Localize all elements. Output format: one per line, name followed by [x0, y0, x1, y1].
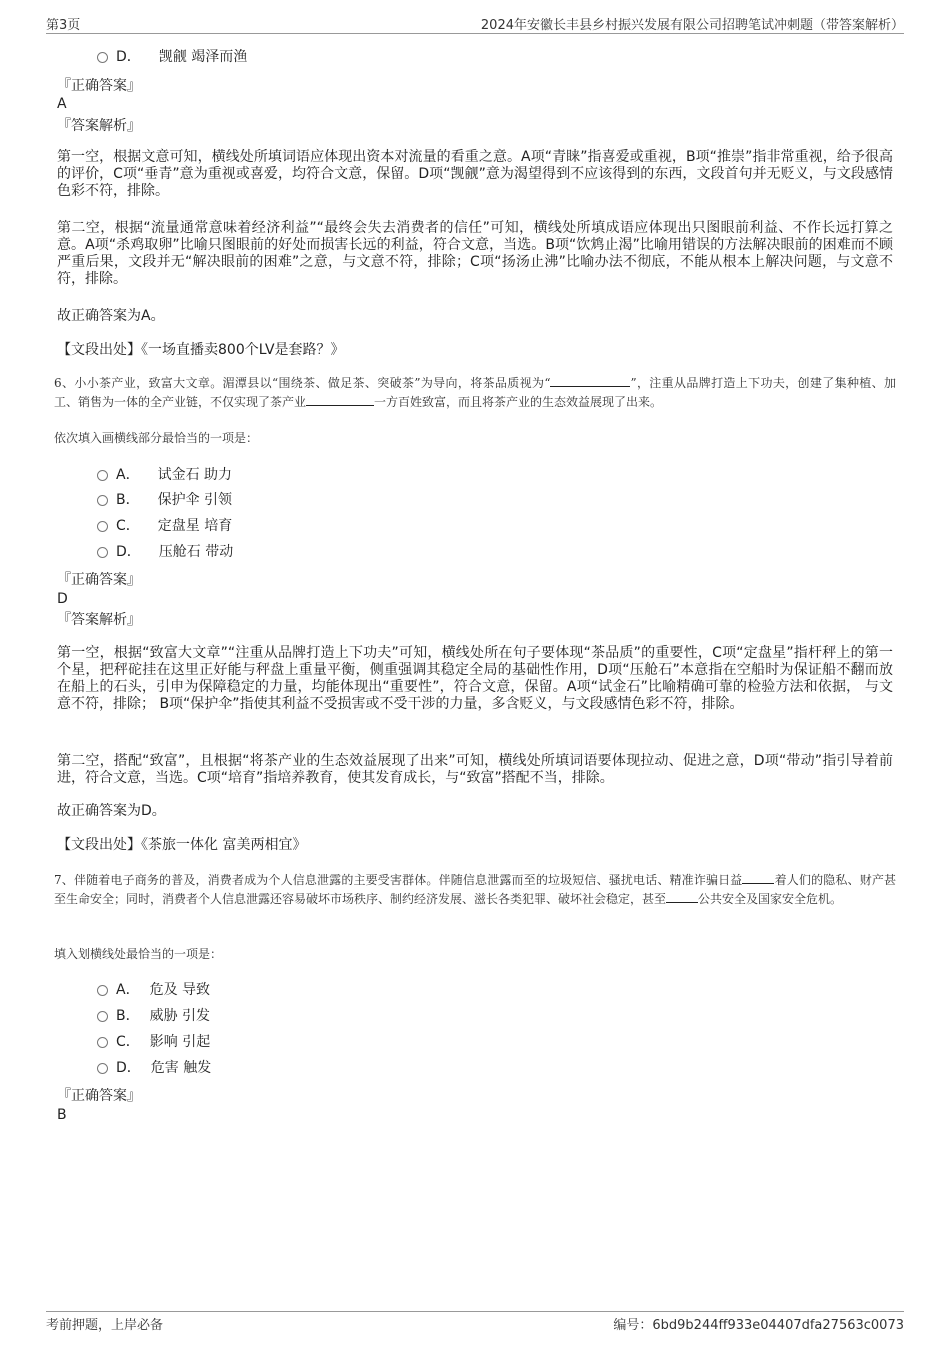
document-title: 2024年安徽长丰县乡村振兴发展有限公司招聘笔试冲刺题（带答案解析） [480, 18, 904, 33]
q7-option-a[interactable]: A． 危及 导致 [97, 981, 210, 999]
q6-option-d[interactable]: D． 压舱石 带动 [97, 543, 233, 561]
analysis-paragraph: 第二空，搭配“致富”，且根据“将茶产业的生态效益展现了出来”可知，横线处所填词语要体现拉动、促进之意，D项“带动”指引导着前进，符合文意，当选。C项“培育”指培养教育，使其发育成长，与“致富”搭配不当，排除。 [57, 753, 893, 786]
q6-option-a[interactable]: A． 试金石 助力 [97, 466, 232, 484]
question-7-stem: 7、伴随着电子商务的普及，消费者成为个人信息泄露的主要受害群体。伴随信息泄露而至的垃圾短信、骚扰电话、精准诈骗日益 着人们的隐私、财产甚至生命安全；同时，消费者个人信息泄露还容易破坏市场秩序、制约经济发展、滋长各类犯罪、破坏社会稳定，甚至 公共安全及国家安全危机。 [54, 873, 896, 906]
answer-value: A [57, 96, 67, 112]
page-number: 第3页 [46, 18, 81, 33]
analysis-paragraph: 第二空，根据“流量通常意味着经济利益”“最终会失去消费者的信任”可知，横线处所填成语应体现出只图眼前利益、不作长远打算之意。A项“杀鸡取卵”比喻只图眼前的好处而损害长远的利益，符合文意，当选。B项“饮鸩止渴”比喻用错误的方法解决眼前的困难而不顾严重后果，文段并无“解决眼前的困难”之意，与文意不符，排除；C项“扬汤止沸”比喻办法不彻底，不能从根本上解决问题，与文意不符，排除。 [57, 220, 893, 287]
analysis-paragraph: 第一空，根据“致富大文章”“注重从品牌打造上下功夫”可知，横线处所在句子要体现“茶品质”的重要性，C项“定盘星”指杆秤上的第一个星，把秤砣挂在这里正好能与秤盘上重量平衡，侧重强调其稳定全局的基础性作用，D项“压舱石”本意指在空船时为保证船不翻而放在船上的石头，引申为保障稳定的力量，均能体现出“重要性”，符合文意，保留。A项“试金石”比喻精确可靠的检验方法和依据， 与文意不符，排除； B项“保护伞”指使其利益不受损害或不受干涉的力量，多含贬义，与文段感情色彩不符，排除。 [57, 645, 893, 712]
analysis-label: 『答案解析』 [57, 612, 141, 628]
radio-icon[interactable] [97, 470, 108, 481]
analysis-label: 『答案解析』 [57, 118, 141, 134]
radio-icon[interactable] [97, 1037, 108, 1048]
q5-option-d[interactable]: D． 觊觎 竭泽而渔 [97, 48, 247, 66]
radio-icon[interactable] [97, 985, 108, 996]
fill-blank [306, 393, 374, 406]
passage-source: 【文段出处】《一场直播卖800个LV是套路？》 [57, 342, 345, 358]
answer-value: D [57, 591, 68, 607]
fill-blank [742, 871, 774, 884]
footer-divider [46, 1311, 904, 1312]
question-6-stem: 6、小小茶产业，致富大文章。湄潭县以“围绕茶、做足茶、突破茶”为导向，将茶品质视为“ ”，注重从品牌打造上下功夫，创建了集种植、加工、销售为一体的全产业链，不仅实现了茶产业 一方百姓致富，而且将茶产业的生态效益展现了出来。 [54, 376, 896, 409]
header-divider [46, 33, 904, 34]
analysis-paragraph: 第一空，根据文意可知，横线处所填词语应体现出资本对流量的看重之意。A项“青睐”指喜爱或重视，B项“推崇”指非常重视，给予很高的评价，C项“垂青”意为重视或喜爱，均符合文意，保留。D项“觊觎”意为渴望得到不应该得到的东西，文段首句并无贬义，与文段感情色彩不符，排除。 [57, 149, 893, 199]
radio-icon[interactable] [97, 547, 108, 558]
q7-option-d[interactable]: D． 危害 触发 [97, 1059, 211, 1077]
footer-slogan: 考前押题，上岸必备 [46, 1318, 164, 1333]
question-prompt: 依次填入画横线部分最恰当的一项是： [54, 431, 259, 445]
radio-icon[interactable] [97, 1011, 108, 1022]
conclusion: 故正确答案为D。 [57, 803, 166, 819]
answer-label: 『正确答案』 [57, 78, 141, 94]
question-prompt: 填入划横线处最恰当的一项是： [54, 947, 223, 961]
fill-blank [550, 374, 630, 387]
q7-option-c[interactable]: C． 影响 引起 [97, 1033, 210, 1051]
radio-icon[interactable] [97, 1063, 108, 1074]
radio-icon[interactable] [97, 495, 108, 506]
conclusion: 故正确答案为A。 [57, 308, 165, 324]
answer-label: 『正确答案』 [57, 572, 141, 588]
q6-option-c[interactable]: C． 定盘星 培育 [97, 517, 232, 535]
answer-label: 『正确答案』 [57, 1088, 141, 1104]
q6-option-b[interactable]: B． 保护伞 引领 [97, 491, 232, 509]
radio-icon[interactable] [97, 521, 108, 532]
radio-icon[interactable] [97, 52, 108, 63]
answer-value: B [57, 1107, 67, 1123]
passage-source: 【文段出处】《茶旅一体化 富美两相宜》 [57, 837, 307, 853]
q7-option-b[interactable]: B． 威胁 引发 [97, 1007, 210, 1025]
fill-blank [666, 890, 698, 903]
document-code: 编号：6bd9b244ff933e04407dfa27563c0073 [613, 1318, 904, 1333]
